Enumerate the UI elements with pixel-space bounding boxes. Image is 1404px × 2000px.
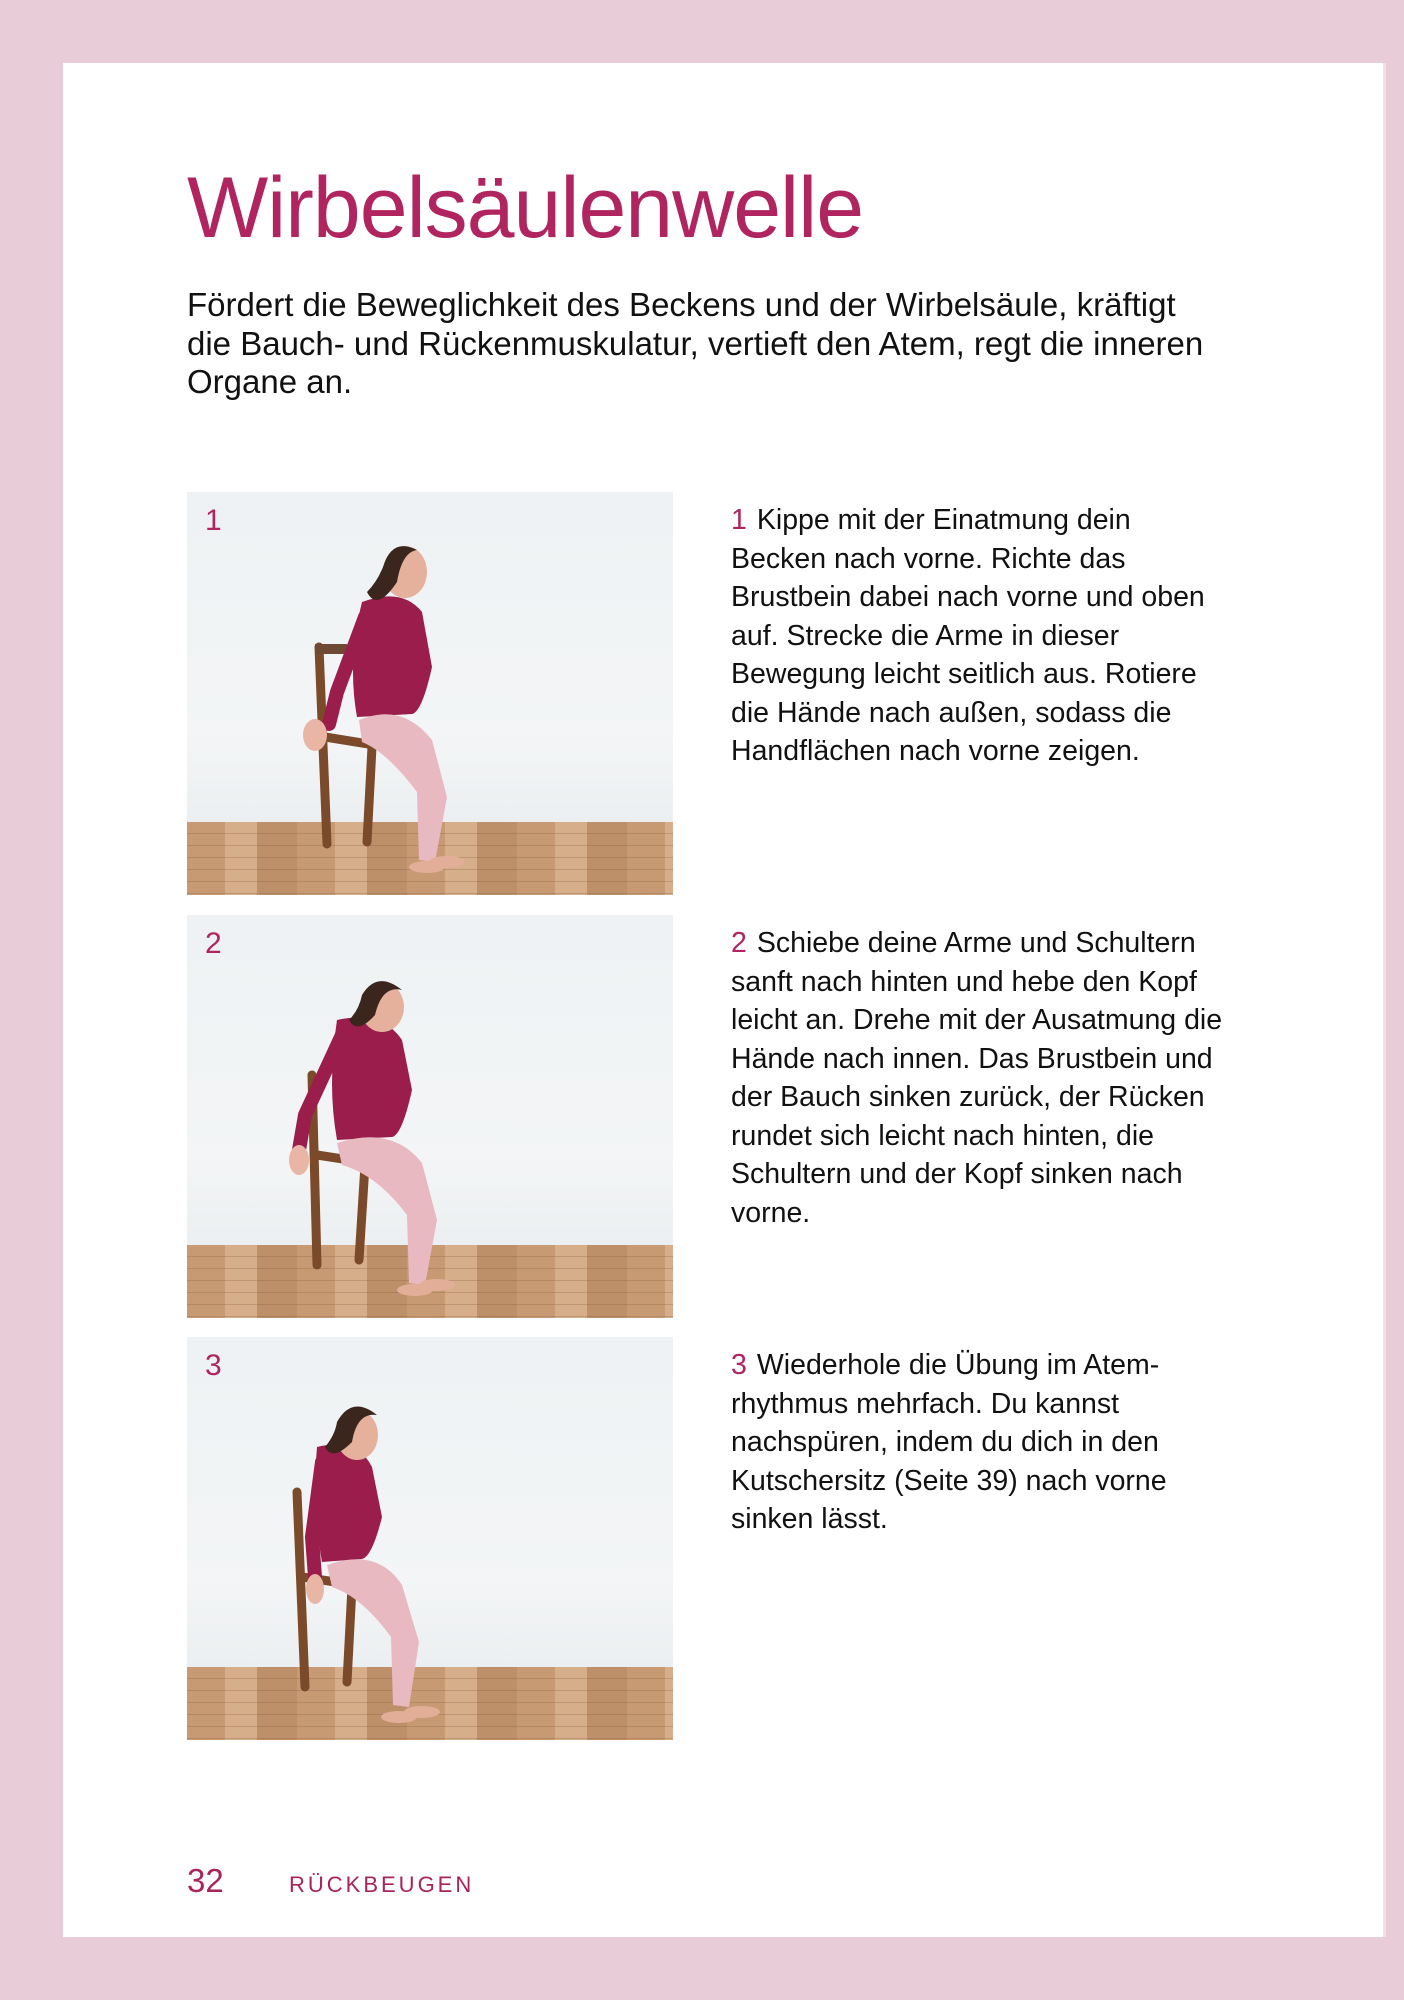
step-number: 1 <box>731 504 747 536</box>
intro-text: Fördert die Beweglichkeit des Beckens und der Wirbelsäule, kräftigt die Bauch- und Rückenmuskulatur, vertieft den Atem, regt die inneren Organe an. <box>187 286 1204 400</box>
step-description: Wiederhole die Übung im Atemrhythmus mehrfach. Du kannst nachspüren, indem du dich in den Kutschersitz (Seite 39) nach vorne sinken lässt. <box>731 1349 1167 1535</box>
person-on-chair-illustration <box>187 492 673 895</box>
step-2-text <box>731 924 1231 1232</box>
exercise-photo-1 <box>187 492 673 895</box>
step-1-text <box>731 501 1231 771</box>
page-number: 32 <box>187 1862 224 1899</box>
exercise-photo-2 <box>187 915 673 1318</box>
step-number: 2 <box>731 927 747 959</box>
page-edge <box>1383 63 1386 1937</box>
step-number: 3 <box>731 1349 747 1381</box>
person-on-chair-illustration <box>187 915 673 1318</box>
exercise-photo-3 <box>187 1337 673 1740</box>
section-title: RÜCKBEUGEN <box>289 1872 475 1897</box>
page-title: Wirbelsäulenwelle <box>187 160 864 256</box>
photo-number: 1 <box>205 504 222 537</box>
person-on-chair-illustration <box>187 1337 673 1740</box>
photo-number: 3 <box>205 1349 222 1382</box>
step-description: Kippe mit der Einatmung dein Becken nach vorne. Richte das Brustbein dabei nach vorne und oben auf. Strecke die Arme in dieser Bewegung leicht seitlich aus. Rotiere die Hände nach außen, sodass die Handflächen nach vorne zeigen. <box>731 504 1205 767</box>
photo-number: 2 <box>205 927 222 960</box>
step-3-text <box>731 1346 1231 1539</box>
step-description: Schiebe deine Arme und Schultern sanft nach hinten und hebe den Kopf leicht an. Drehe mit der Ausatmung die Hände nach innen. Das Brustbein und der Bauch sinken zurück, der Rücken rundet sich leicht nach hinten, die Schultern und der Kopf sinken nach vorne. <box>731 927 1223 1229</box>
